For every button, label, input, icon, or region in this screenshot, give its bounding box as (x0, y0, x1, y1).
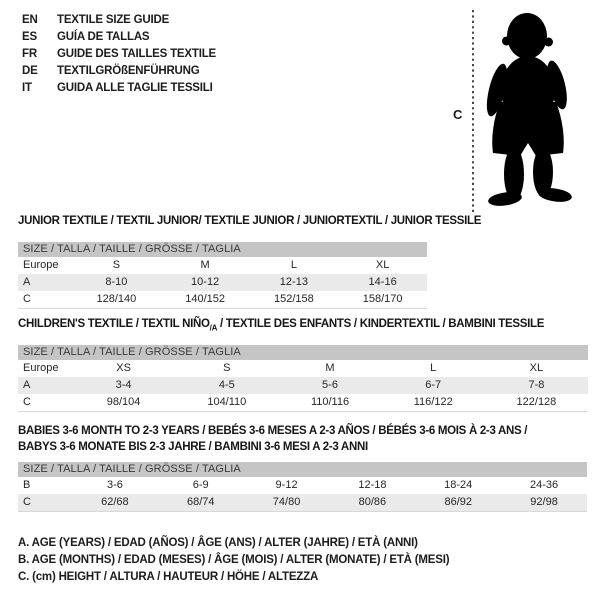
table-row (18, 360, 588, 377)
value-cell: 24-36 (529, 479, 559, 491)
section-title-babies (18, 423, 527, 455)
value-cell: 14-16 (368, 276, 397, 288)
value-cell: 68/74 (186, 496, 215, 508)
value-cell: 6-7 (425, 379, 442, 391)
toddler-silhouette-figure (430, 2, 590, 215)
value-cell: 122/128 (516, 396, 557, 408)
language-label: TEXTILE SIZE GUIDE (57, 14, 170, 26)
value-cell: 74/80 (272, 496, 301, 508)
value-cell: 140/152 (185, 293, 225, 305)
value-cell: 92/98 (530, 496, 558, 508)
language-code: DE (22, 65, 38, 77)
table-body (18, 477, 587, 511)
row-label-cell: C (23, 293, 31, 305)
value-cell: 80/86 (358, 496, 387, 508)
section-title-children-part1: CHILDREN'S TEXTILE / TEXTIL NIÑO (18, 318, 210, 330)
section-title-children (18, 318, 544, 332)
value-cell: 3-4 (115, 379, 132, 391)
section-title-babies-line2: BABYS 3-6 MONATE BIS 2-3 JAHRE / BAMBINI 3-6 MESI A 2-3 ANNI (18, 441, 368, 453)
language-label: GUIDA ALLE TAGLIE TESSILI (57, 82, 213, 94)
value-cell: 104/110 (207, 396, 247, 408)
row-label-cell: C (23, 496, 31, 508)
legend-line: C. (cm) HEIGHT / ALTURA / HAUTEUR / HÖHE / ALTEZZA (18, 571, 319, 583)
section-title-babies-line1: BABIES 3-6 MONTH TO 2-3 YEARS / BEBÉS 3-6 MESES A 2-3 AÑOS / BÉBÉS 3-6 MOIS À 2-3 ANS / (18, 425, 528, 437)
value-cell: 6-9 (192, 479, 209, 491)
value-cell: 158/170 (362, 293, 403, 305)
value-cell: 8-10 (105, 276, 128, 288)
language-code: IT (22, 82, 32, 94)
value-cell: L (430, 362, 437, 374)
language-row (22, 46, 216, 63)
language-label: GUÍA DE TALLAS (57, 31, 150, 43)
table-row (18, 274, 427, 291)
row-label-cell: Europe (23, 259, 59, 271)
value-cell: 128/140 (96, 293, 137, 305)
measurement-legend (18, 535, 449, 586)
language-code: EN (22, 14, 38, 26)
table-header-bar: SIZE / TALLA / TAILLE / GRÖSSE / TAGLIA (18, 345, 588, 360)
value-cell: 12-18 (358, 479, 387, 491)
table-header-bar: SIZE / TALLA / TAILLE / GRÖSSE / TAGLIA (18, 242, 427, 257)
value-cell: 4-5 (218, 379, 235, 391)
legend-line: A. AGE (YEARS) / EDAD (AÑOS) / ÂGE (ANS) / ALTER (JAHRE) / ETÀ (ANNI) (18, 537, 418, 549)
language-label: TEXTILGRÖßENFÜHRUNG (57, 65, 200, 77)
value-cell: 9-12 (275, 479, 298, 491)
table-row (18, 494, 587, 511)
table-body (18, 360, 588, 411)
row-label-cell: Europe (23, 362, 59, 374)
value-cell: 10-12 (191, 276, 220, 288)
language-code: FR (22, 48, 37, 60)
toddler-silhouette-icon (483, 13, 573, 208)
language-code: ES (22, 31, 37, 43)
value-cell: 116/122 (413, 396, 453, 408)
value-cell: 152/158 (273, 293, 314, 305)
value-cell: 3-6 (106, 479, 123, 491)
legend-line: B. AGE (MONTHS) / EDAD (MESES) / ÂGE (MOIS) / ALTER (MONATE) / ETÀ (MESI) (18, 554, 450, 566)
row-label-cell: A (23, 379, 31, 391)
value-cell: XS (116, 362, 131, 374)
section-title-junior: JUNIOR TEXTILE / TEXTIL JUNIOR/ TEXTILE JUNIOR / JUNIORTEXTIL / JUNIOR TESSILE (18, 215, 482, 227)
language-row (22, 29, 216, 46)
table-row (18, 477, 587, 494)
value-cell: XL (375, 259, 390, 271)
language-row (22, 12, 216, 29)
language-guide (22, 12, 216, 97)
value-cell: 86/92 (444, 496, 472, 508)
value-cell: 5-6 (322, 379, 338, 391)
table-row (18, 394, 588, 411)
section-title-children-subscript: /A (209, 323, 218, 333)
language-label: GUIDE DES TAILLES TEXTILE (57, 48, 216, 60)
height-label: C (453, 107, 463, 122)
children-size-table (18, 345, 588, 412)
language-row (22, 80, 216, 97)
language-row (22, 63, 216, 80)
value-cell: 18-24 (444, 479, 473, 491)
row-label-cell: B (23, 479, 31, 491)
value-cell: XL (529, 362, 544, 374)
table-row (18, 291, 427, 308)
section-title-children-part2: / TEXTILE DES ENFANTS / KINDERTEXTIL / BAMBINI TESSILE (217, 318, 545, 330)
value-cell: 98/104 (106, 396, 141, 408)
value-cell: S (223, 362, 231, 374)
row-label-cell: A (23, 276, 31, 288)
junior-size-table (18, 242, 427, 309)
value-cell: 7-8 (528, 379, 545, 391)
value-cell: S (112, 259, 121, 271)
row-label-cell: C (23, 396, 31, 408)
value-cell: M (325, 362, 335, 374)
value-cell: 12-13 (279, 276, 308, 288)
value-cell: 62/68 (101, 496, 129, 508)
value-cell: M (200, 259, 210, 271)
value-cell: L (290, 259, 297, 271)
babies-size-table (18, 462, 587, 512)
table-row (18, 257, 427, 274)
table-body (18, 257, 427, 308)
table-header-bar: SIZE / TALLA / TAILLE / GRÖSSE / TAGLIA (18, 462, 587, 477)
table-row (18, 377, 588, 394)
value-cell: 110/116 (310, 396, 350, 408)
